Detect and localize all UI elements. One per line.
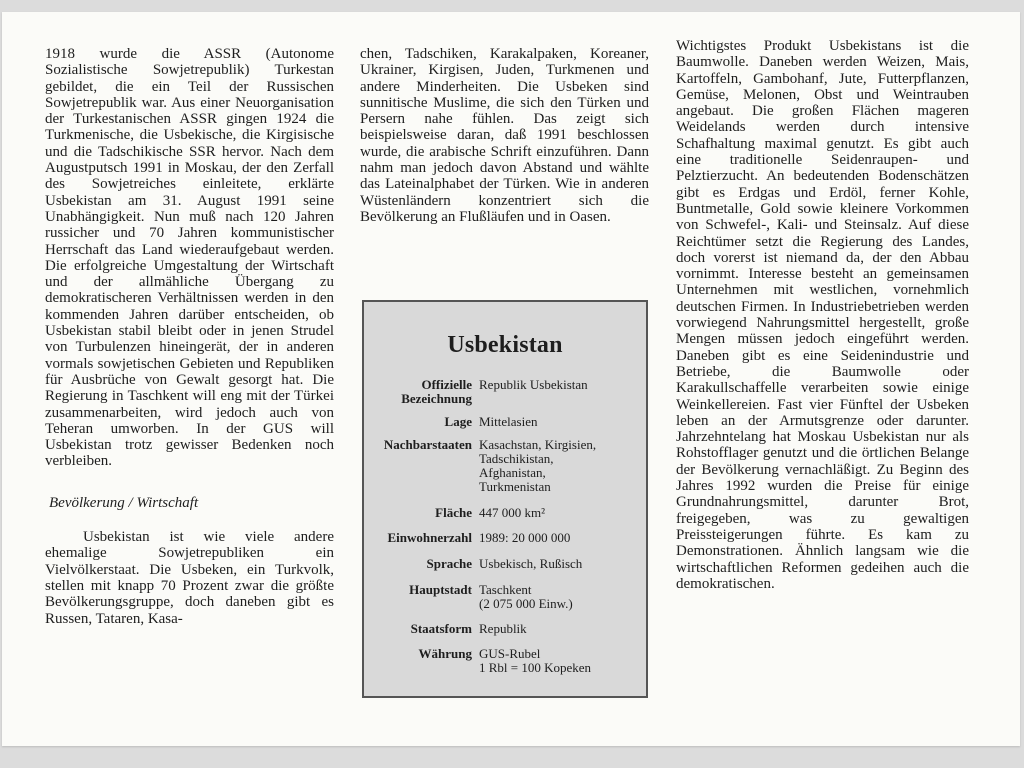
text-column-right <box>676 38 969 592</box>
fact-key: Währung <box>418 646 472 661</box>
fact-key: Nachbarstaaten <box>383 437 472 452</box>
fact-key: Lage <box>444 414 472 429</box>
fact-value: Taschkent (2 075 000 Einw.) <box>479 582 573 611</box>
fact-key: Sprache <box>426 556 472 571</box>
fact-key: Hauptstadt <box>409 582 472 597</box>
population-paragraph: Usbekistan ist wie viele andere ehemalige Sowjetrepubliken ein Vielvölkerstaat. Die Usbeken, ein Turkvolk, stellen mit knapp 70 Prozent zwar die größte Bevölkerungsgruppe, doch daneben gibt es Russen, Tataren, Kasa- <box>45 529 334 627</box>
fact-key: Einwohnerzahl <box>387 530 472 545</box>
fact-value: 447 000 km² <box>479 505 546 520</box>
minorities-paragraph: chen, Tadschiken, Karakalpaken, Koreaner, Ukrainer, Kirgisen, Juden, Turkmenen und andere Minderheiten. Die Usbeken sind sunnitische Muslime, die sich den Türken und Persern nahe fühlen. Das zeigt sich beispielsweise daran, daß 1991 beschlossen wurde, die arabische Schrift einzuführen. Dann nahm man jedoch davon Abstand und wählte das Lateinalphabet der Türken. Wie in anderen Wüstenländern konzentriert sich die Bevölkerung an Flußläufen und in Oasen. <box>360 46 649 225</box>
fact-value: 1989: 20 000 000 <box>479 530 571 545</box>
fact-value: Mittelasien <box>479 414 538 429</box>
fact-key: Fläche <box>435 505 472 520</box>
fact-key: Staatsform <box>410 621 472 636</box>
section-heading: Bevölkerung / Wirtschaft <box>49 494 199 511</box>
fact-value: Republik <box>479 621 527 636</box>
fact-value: Republik Usbekistan <box>479 377 588 392</box>
fact-key: Offizielle Bezeichnung <box>401 377 472 406</box>
text-column-left <box>45 46 334 627</box>
economy-paragraph: Wichtigstes Produkt Usbekistans ist die Baumwolle. Daneben werden Weizen, Mais, Kartoffeln, Gambohanf, Jute, Futterpflanzen, Gemüse, Melonen, Obst und Weintrauben angebaut. Die großen Flächen mageren Weidelands werden durch intensive Schafhaltung maximal genutzt. Es gibt auch eine traditionelle Seidenraupen- und Pelztierzucht. An bedeutenden Bodenschätzen gibt es Erdgas und Erdöl, ferner Kohle, Buntmetalle, Gold sowie kleinere Vorkommen von Schwefel-, Kali- und Steinsalz. Auf diese Reichtümer setzt die Regierung des Landes, doch vorerst ist niemand da, der den Abbau vornimmt. Interesse besteht an gemeinsamen Unternehmen mit westlichen, vornehmlich deutschen Firmen. In Industriebetrieben werden vorwiegend Nahrungsmittel hergestellt, große Mengen müssen jedoch eingeführt werden. Daneben gibt es eine Seidenindustrie und Betriebe, die Baumwolle oder Karakullschaffelle verarbeiten sowie einige Weinkellereien. Fast vier Fünftel der Usbeken leben an der Armutsgrenze oder darunter. Jahrzehntelang hat Moskau Usbekistan nur als Rohstofflager genutzt und die örtlichen Belange der Bevölkerung vernachläßigt. Zu Beginn des Jahres 1992 wurden die Preise für einige Grundnahrungsmittel, darunter Brot, freigegeben, was zu gewaltigen Preissteigerungen führte. Es kam zu Demonstrationen. Ähnlich langsam wie die wirtschaftlichen Reformen gedeihen auch die demokratischen. <box>676 38 969 592</box>
history-paragraph: 1918 wurde die ASSR (Autonome Sozialistische Sowjetrepublik) Turkestan gebildet, die ein Teil der Russischen Sowjetrepublik war. Aus einer Neuorganisation der Turkestanischen ASSR gingen 1924 die Turkmenische, die Usbekische, die Kirgisische und die Tadschikische SSR hervor. Nach dem Augustputsch 1991 in Moskau, der den Zerfall des Sowjetreiches einleitete, erklärte Usbekistan am 31. August 1991 seine Unabhängigkeit. Nun muß nach 120 Jahren russicher und 70 Jahren kommunistischer Herrschaft das Land wiederaufgebaut werden. Die erfolgreiche Umgestaltung der Wirtschaft und der allmähliche Übergang zu demokratischeren Verhältnissen werden in den kommenden Jahren darüber entscheiden, ob Usbekistan stabil bleibt oder in jenen Strudel von Turbulenzen hineingerät, der in anderen vormals sowjetischen Gebieten und Republiken für Ausbrüche von Gewalt gesorgt hat. Die Regierung in Taschkent will eng mit der Türkei zusammenarbeiten, wird jedoch auch von Teheran umworben. In der GUS will Usbekistan trotz gewisser Bedenken noch verbleiben. <box>45 46 334 470</box>
fact-value: GUS-Rubel 1 Rbl = 100 Kopeken <box>479 646 592 675</box>
fact-value: Usbekisch, Rußisch <box>479 556 583 571</box>
fact-box-title: Usbekistan <box>447 332 563 358</box>
fact-box <box>362 300 648 698</box>
text-column-middle <box>360 46 649 225</box>
fact-value: Kasachstan, Kirgisien, Tadschikistan, Afghanistan, Turkmenistan <box>479 437 597 494</box>
